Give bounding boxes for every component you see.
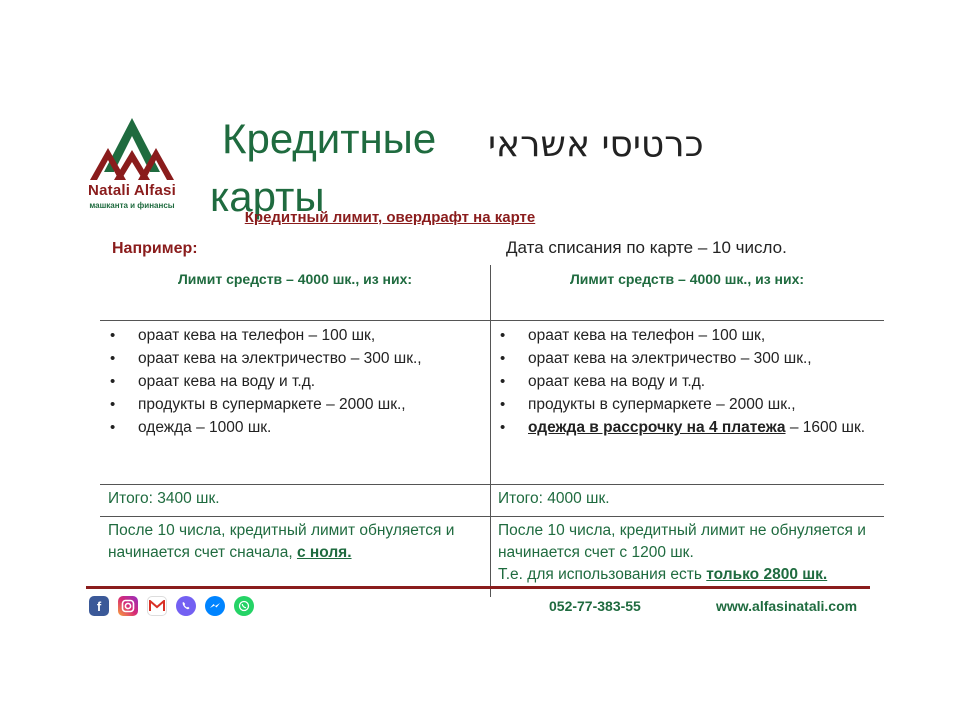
installment-highlight: одежда в рассрочку на 4 платежа — [528, 419, 786, 436]
row-divider-bottom — [100, 516, 884, 517]
brand-logo — [74, 110, 190, 220]
right-total: Итого: 4000 шк. — [498, 490, 610, 507]
date-note: Дата списания по карте – 10 число. — [506, 238, 787, 257]
left-expense-list — [100, 324, 488, 439]
right-column-header: Лимит средств – 4000 шк., из них: — [569, 271, 805, 287]
logo-name: Natali Alfasi — [88, 182, 176, 199]
viber-icon[interactable] — [176, 596, 196, 616]
left-after-text: После 10 числа, кредитный лимит обнуляется и начинается счет сначала, — [108, 522, 455, 561]
right-expense-list — [490, 324, 874, 439]
subtitle: Кредитный лимит, овердрафт на карте — [244, 209, 536, 226]
facebook-icon[interactable]: f — [89, 596, 109, 616]
website-link[interactable]: www.alfasinatali.com — [716, 598, 858, 614]
footer-divider — [86, 586, 870, 589]
logo-mark-icon — [84, 110, 180, 180]
messenger-icon[interactable] — [205, 596, 225, 616]
right-after-line2-text: Т.е. для использования есть — [498, 566, 707, 583]
list-item: • ораат кева на воду и т.д. — [100, 370, 488, 393]
page-title-hebrew: כרטיסי אשראי — [488, 124, 704, 165]
right-after-line2 — [498, 564, 870, 586]
list-item: • ораат кева на воду и т.д. — [490, 370, 874, 393]
list-item-installment — [490, 416, 874, 439]
list-item: • одежда – 1000 шк. — [100, 416, 488, 439]
instagram-icon[interactable] — [118, 596, 138, 616]
social-icons — [89, 596, 254, 616]
gmail-icon[interactable] — [147, 596, 167, 616]
row-divider-top — [100, 320, 884, 321]
left-after-highlight: с ноля. — [296, 544, 352, 561]
page-title: Кредитные карты — [210, 115, 437, 220]
whatsapp-icon[interactable] — [234, 596, 254, 616]
right-after-line1: После 10 числа, кредитный лимит не обнуляется и начинается счет с 1200 шк. — [498, 522, 866, 561]
right-after-highlight: только 2800 шк. — [706, 566, 828, 583]
left-after-note — [108, 520, 486, 564]
list-item: • ораат кева на электричество – 300 шк., — [100, 347, 488, 370]
list-item: • ораат кева на телефон – 100 шк, — [100, 324, 488, 347]
contact-phone[interactable]: 052-77-383-55 — [549, 598, 641, 614]
list-item: • ораат кева на электричество – 300 шк., — [490, 347, 874, 370]
list-item: • ораат кева на телефон – 100 шк, — [490, 324, 874, 347]
list-item: • продукты в супермаркете – 2000 шк., — [490, 393, 874, 416]
row-divider-middle — [100, 484, 884, 485]
left-total: Итого: 3400 шк. — [108, 490, 220, 507]
right-after-note — [498, 520, 870, 586]
example-label: Например: — [112, 240, 198, 257]
left-column-header: Лимит средств – 4000 шк., из них: — [177, 271, 413, 287]
logo-tagline: машканта и финансы — [89, 201, 175, 210]
installment-rest: – 1600 шк. — [785, 419, 866, 436]
list-item: • продукты в супермаркете – 2000 шк., — [100, 393, 488, 416]
